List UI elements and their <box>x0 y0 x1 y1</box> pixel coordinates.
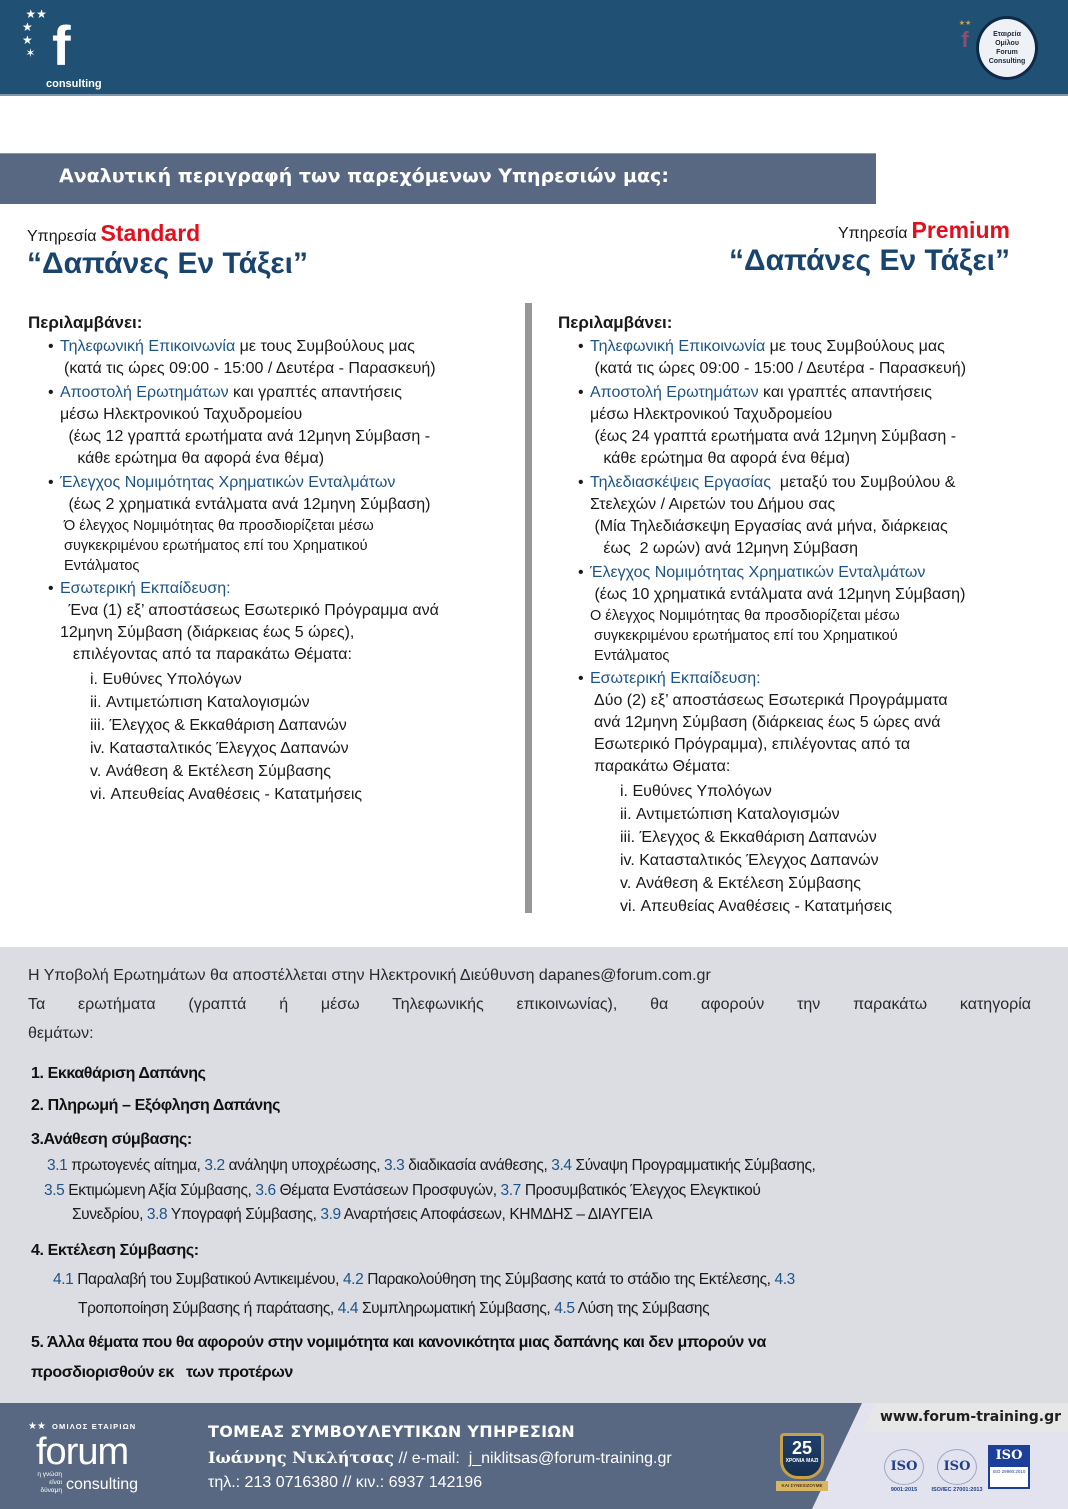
topic-item: ii. Αντιμετώπιση Καταλογισμών <box>620 806 840 823</box>
iso-29990-badge <box>988 1445 1030 1489</box>
item-note: συγκεκριμένου ερωτήματος επί του Χρηματικού <box>64 538 368 554</box>
subcategory-number: 4.3 <box>774 1271 795 1288</box>
subcategory-number: 3.8 <box>146 1206 168 1223</box>
item-note: Εντάλματος <box>590 648 670 664</box>
subcategory-number: 4.5 <box>554 1300 575 1317</box>
category-heading: 5. Άλλα θέματα που θα αφορούν στην νομιμότητα και κανονικότητα μιας δαπάνης και δεν μπορούν να <box>31 1334 766 1351</box>
subcategory-text: διαδικασία ανάθεσης, <box>404 1157 552 1174</box>
topic-item: iii. Έλεγχος & Εκκαθάριση Δαπανών <box>90 717 347 734</box>
contact-email[interactable]: // e-mail: j_niklitsas@forum-training.gr <box>394 1450 672 1467</box>
item-note: Ο έλεγχος Νομιμότητας θα προσδιορίζεται μέσω <box>590 608 900 624</box>
item-text: και γραπτές απαντήσεις <box>228 384 402 401</box>
contact-line <box>208 1448 672 1469</box>
list-item <box>28 578 514 666</box>
topic-item: vi. Απευθείας Αναθέσεις - Κατατμήσεις <box>90 786 363 803</box>
service-tier: Standard <box>100 220 201 246</box>
item-line: μέσω Ηλεκτρονικού Ταχυδρομείου <box>590 406 833 423</box>
subcategory-line <box>44 1181 760 1201</box>
topic-item: iv. Κατασταλτικός Έλεγχος Δαπανών <box>90 740 349 757</box>
item-highlight: Εσωτερική Εκπαίδευση: <box>60 580 231 597</box>
submission-instructions: Η Υποβολή Ερωτημάτων θα αποστέλλεται στην Ηλεκτρονική Διεύθυνση dapanes@forum.com.gr <box>28 967 711 984</box>
section-title: Αναλυτική περιγραφή των παρεχόμενων Υπηρεσιών μας: <box>59 165 669 187</box>
subcategory-text: Συμπληρωματική Σύμβασης, <box>358 1300 555 1317</box>
item-line: (έως 10 χρηματικά εντάλματα ανά 12μηνη Σύμβαση) <box>590 586 966 603</box>
subcategory-line <box>47 1156 815 1176</box>
standard-column <box>28 312 514 806</box>
item-line: Εσωτερικό Πρόγραμμα), επιλέγοντας από τα <box>594 736 911 753</box>
list-item <box>558 668 1063 778</box>
iso-caption: 9001:2015 <box>890 1487 918 1493</box>
stars-icon: ★★ <box>958 20 972 27</box>
item-highlight: Εσωτερική Εκπαίδευση: <box>590 670 761 687</box>
subcategory-text: Αναρτήσεις Αποφάσεων, ΚΗΜΔΗΣ – ΔΙΑΥΓΕΙΑ <box>340 1206 653 1223</box>
shield-body <box>780 1433 824 1479</box>
topics-intro-end: θεμάτων: <box>28 1025 94 1042</box>
header-band <box>0 0 1068 96</box>
service-prefix: Υπηρεσία <box>27 228 97 245</box>
subcategory-text: Παρακολούθηση της Σύμβασης κατά το στάδιο της Εκτέλεσης, <box>363 1271 775 1288</box>
footer <box>0 1403 1068 1509</box>
category-heading: 3.Ανάθεση σύμβασης: <box>31 1131 192 1148</box>
topic-item: i. Ευθύνες Υπολόγων <box>90 671 242 688</box>
item-line: Δύο (2) εξ’ αποστάσεως Εσωτερικά Προγράμματα <box>594 692 948 709</box>
subcategory-text: Υπογραφή Σύμβασης, <box>167 1206 321 1223</box>
contact-name: Ιωάννης Νικλήτσας <box>208 1448 395 1467</box>
logo-consulting: consulting <box>66 1476 139 1493</box>
logo-bottom-row <box>28 1471 178 1495</box>
subcategory-text: Συνεδρίου, <box>72 1206 147 1223</box>
bullet-icon: • <box>578 474 584 491</box>
subcategory-text: Παραλαβή του Συμβατικού Αντικειμένου, <box>73 1271 343 1288</box>
item-highlight: Έλεγχος Νομιμότητας Χρηματικών Ενταλμάτων <box>60 474 396 491</box>
iso-caption: ISO/IEC 27001:2013 <box>931 1487 983 1493</box>
category-heading-continued: προσδιορισθούν εκ των προτέρων <box>31 1364 293 1381</box>
contact-phones: τηλ.: 213 0716380 // κιν.: 6937 142196 <box>208 1474 483 1491</box>
f-consulting-logo <box>22 8 108 94</box>
item-note: συγκεκριμένου ερωτήματος επί του Χρηματικού <box>590 628 898 644</box>
item-line: Στελεχών / Αιρετών του Δήμου σας <box>590 496 836 513</box>
iso-mark: ISO <box>995 1448 1023 1463</box>
topic-item: v. Ανάθεση & Εκτέλεση Σύμβασης <box>90 763 331 780</box>
bullet-icon: • <box>48 580 54 597</box>
bullet-icon: • <box>48 474 54 491</box>
bullet-icon: • <box>578 338 584 355</box>
bullet-icon: • <box>578 564 584 581</box>
badge-line: Consulting <box>988 58 1026 65</box>
item-text: με τους Συμβούλους μας <box>765 338 945 355</box>
list-item <box>28 336 514 380</box>
item-line: παρακάτω Θέματα: <box>594 758 731 775</box>
subcategory-text: Εκτιμώμενη Αξία Σύμβασης, <box>64 1182 256 1199</box>
badge-circle <box>976 16 1038 80</box>
list-item <box>558 472 1063 560</box>
item-line: (κατά τις ώρες 09:00 - 15:00 / Δευτέρα - Παρασκευή) <box>64 360 436 377</box>
service-name: “Δαπάνες Εν Τάξει” <box>27 247 308 280</box>
item-line: (έως 24 γραπτά ερωτήματα ανά 12μηνη Σύμβαση - <box>590 428 957 445</box>
mini-logo <box>956 20 974 52</box>
subcategory-text: πρωτογενές αίτημα, <box>67 1157 205 1174</box>
section-title-bar <box>0 153 876 204</box>
item-line: κάθε ερώτημα θα αφορά ένα θέμα) <box>590 450 851 467</box>
service-tier: Premium <box>911 217 1010 243</box>
subcategory-number: 3.3 <box>384 1157 405 1174</box>
anniversary-text: ΧΡΟΝΙΑ ΜΑΖΙ <box>785 1458 819 1464</box>
topics-list <box>90 668 514 806</box>
item-note: Ό έλεγχος Νομιμότητας θα προσδιορίζεται μέσω <box>64 518 374 534</box>
item-highlight: Αποστολή Ερωτημάτων <box>590 384 759 401</box>
subcategory-number: 3.4 <box>551 1157 572 1174</box>
anniversary-ribbon: ΚΑΙ ΣΥΝΕΧΙΖΟΥΜΕ <box>776 1481 828 1491</box>
category-heading: 2. Πληρωμή – Εξόφληση Δαπάνης <box>31 1097 281 1114</box>
website-link[interactable]: www.forum-training.gr <box>880 1409 1062 1425</box>
item-line: (Μία Τηλεδιάσκεψη Εργασίας ανά μήνα, διάρκειας <box>590 518 948 535</box>
includes-heading: Περιλαμβάνει: <box>558 313 673 332</box>
service-name: “Δαπάνες Εν Τάξει” <box>729 244 1010 277</box>
badge-line: Ομίλου <box>995 40 1019 47</box>
item-text: και γραπτές απαντήσεις <box>758 384 932 401</box>
subcategory-line <box>78 1299 709 1319</box>
bullet-icon: • <box>48 384 54 401</box>
iso-27001-badge <box>930 1449 984 1494</box>
iso-seal-icon: ISO <box>937 1449 977 1485</box>
topic-item: vi. Απευθείας Αναθέσεις - Κατατμήσεις <box>620 898 893 915</box>
subcategory-number: 4.2 <box>342 1271 364 1288</box>
topics-intro: Τα ερωτήματα (γραπτά ή μέσω Τηλεφωνικής επικοινωνίας), θα αφορούν την παρακάτω κατηγορία <box>28 996 1031 1013</box>
topics-list <box>620 780 1063 918</box>
topic-item: iv. Κατασταλτικός Έλεγχος Δαπανών <box>620 852 879 869</box>
iso-seal-icon: ISO <box>884 1449 924 1485</box>
item-line: ανά 12μηνη Σύμβαση (διάρκειας έως 5 ώρες ανά <box>594 714 941 731</box>
item-line: έως 2 ωρών) ανά 12μηνη Σύμβαση <box>590 540 859 557</box>
logo-tagline: η γνώση είναι δύναμη <box>37 1471 62 1494</box>
item-line: κάθε ερώτημα θα αφορά ένα θέμα) <box>64 450 325 467</box>
topic-item: v. Ανάθεση & Εκτέλεση Σύμβασης <box>620 875 861 892</box>
subcategory-text: Σύναψη Προγραμματικής Σύμβασης, <box>571 1157 816 1174</box>
standard-service-heading <box>27 219 308 281</box>
subcategory-number: 3.7 <box>500 1182 521 1199</box>
stars-icon: ★★ ★ ★ ✶ <box>22 7 47 60</box>
subcategory-number: 3.2 <box>204 1157 225 1174</box>
badge-line: Forum <box>996 49 1018 56</box>
subcategory-text: Λύση της Σύμβασης <box>574 1300 710 1317</box>
list-item <box>28 382 514 470</box>
subcategory-line <box>53 1270 795 1290</box>
list-item <box>558 336 1063 380</box>
f-letter-mark: f <box>52 14 71 77</box>
category-heading: 1. Εκκαθάριση Δαπάνης <box>31 1065 206 1082</box>
premium-service-heading <box>729 216 1010 278</box>
subcategory-text: Προσυμβατικός Έλεγχος Ελεγκτικού <box>520 1182 761 1199</box>
subcategory-number: 3.5 <box>44 1182 65 1199</box>
item-highlight: Έλεγχος Νομιμότητας Χρηματικών Ενταλμάτων <box>590 564 926 581</box>
item-highlight: Τηλεδιασκέψεις Εργασίας <box>590 474 772 491</box>
logo-group-text: ΟΜΙΛΟΣ ΕΤΑΙΡΙΩΝ <box>52 1422 137 1431</box>
item-highlight: Τηλεφωνική Επικοινωνία <box>590 338 766 355</box>
subcategory-text: ανάληψη υποχρέωσης, <box>224 1157 385 1174</box>
includes-heading: Περιλαμβάνει: <box>28 313 143 332</box>
subcategory-text: Τροποποίηση Σύμβασης ή παράτασης, <box>78 1300 338 1317</box>
anniversary-badge <box>776 1433 828 1499</box>
item-line: (κατά τις ώρες 09:00 - 15:00 / Δευτέρα - Παρασκευή) <box>590 360 967 377</box>
category-heading: 4. Εκτέλεση Σύμβασης: <box>31 1242 199 1259</box>
topic-item: iii. Έλεγχος & Εκκαθάριση Δαπανών <box>620 829 877 846</box>
subcategory-number: 3.1 <box>47 1157 68 1174</box>
item-text: με τους Συμβούλους μας <box>235 338 415 355</box>
forum-consulting-logo <box>28 1421 178 1497</box>
service-heading-top <box>729 216 1010 244</box>
badge-line: Εταιρεία <box>993 31 1021 38</box>
service-heading-top <box>27 219 308 247</box>
column-divider <box>525 303 532 913</box>
logo-word: forum <box>36 1431 129 1473</box>
bullet-icon: • <box>578 670 584 687</box>
topic-item: i. Ευθύνες Υπολόγων <box>620 783 772 800</box>
item-line: μέσω Ηλεκτρονικού Ταχυδρομείου <box>60 406 303 423</box>
group-company-badge <box>956 14 1040 84</box>
list-item <box>28 472 514 576</box>
item-line: (έως 12 γραπτά ερωτήματα ανά 12μηνη Σύμβαση - <box>64 428 431 445</box>
subcategory-number: 4.1 <box>53 1271 74 1288</box>
item-line: (έως 2 χρηματικά εντάλματα ανά 12μηνη Σύμβαση) <box>64 496 431 513</box>
iso-caption: ISO 29990:2010 <box>990 1467 1028 1487</box>
item-text: μεταξύ του Συμβούλου & <box>771 474 956 491</box>
item-line: επιλέγοντας από τα παρακάτω Θέματα: <box>64 646 352 663</box>
list-item <box>558 382 1063 470</box>
topic-item: ii. Αντιμετώπιση Καταλογισμών <box>90 694 310 711</box>
item-highlight: Αποστολή Ερωτημάτων <box>60 384 229 401</box>
bullet-icon: • <box>578 384 584 401</box>
sector-title: ΤΟΜΕΑΣ ΣΥΜΒΟΥΛΕΥΤΙΚΩΝ ΥΠΗΡΕΣΙΩΝ <box>208 1422 575 1441</box>
anniversary-number: 25 <box>791 1438 813 1458</box>
iso-9001-badge <box>882 1449 926 1494</box>
f-letter-mark: f <box>961 27 969 52</box>
premium-column <box>558 312 1063 918</box>
logo-text: consulting <box>46 78 102 90</box>
list-item <box>558 562 1063 666</box>
subcategory-text: Θέματα Ενστάσεων Προσφυγών, <box>275 1182 501 1199</box>
item-highlight: Τηλεφωνική Επικοινωνία <box>60 338 236 355</box>
service-prefix: Υπηρεσία <box>837 225 908 242</box>
item-line: 12μηνη Σύμβαση (διάρκειας έως 5 ώρες), <box>60 624 355 641</box>
subcategory-line <box>72 1205 652 1225</box>
bullet-icon: • <box>48 338 54 355</box>
subcategory-number: 3.9 <box>320 1206 341 1223</box>
subcategory-number: 4.4 <box>337 1300 359 1317</box>
subcategory-number: 3.6 <box>255 1182 276 1199</box>
item-line: Ένα (1) εξ’ αποστάσεως Εσωτερικό Πρόγραμμα ανά <box>64 602 439 619</box>
stars-icon: ★★ <box>28 1421 46 1432</box>
submission-info-box <box>0 947 1068 1403</box>
item-note: Εντάλματος <box>64 558 140 574</box>
